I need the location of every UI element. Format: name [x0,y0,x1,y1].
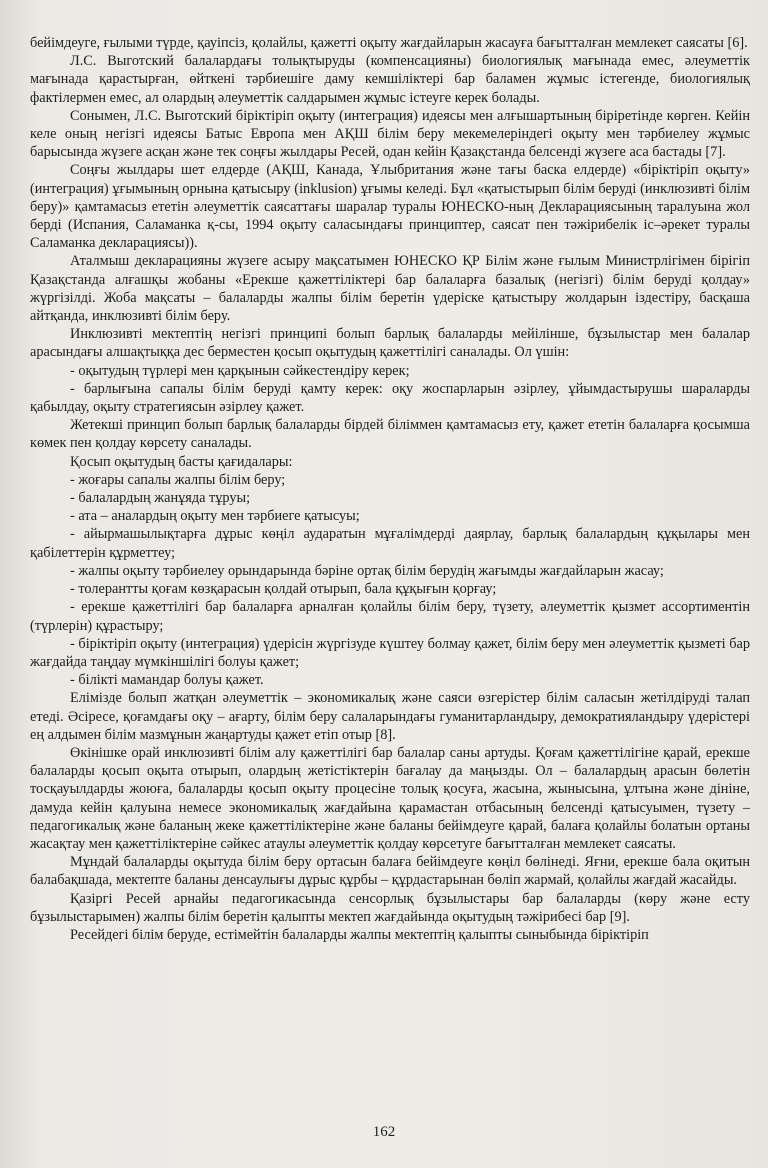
list-heading: Қосып оқытудың басты қағидалары: [70,453,293,470]
list-item: - ата – аналардың оқыту мен тәрбиеге қатысуы; [70,508,360,525]
paragraph: Ресейдегі білім беруде, естімейтін балаларды жалпы мектептің қалыпты сыныбында біріктіріп [70,926,649,943]
paragraph: Мұндай балаларды оқытуда білім беру ортасын балаға бейімдеуге көңіл бөлінеді. Яғни, ерекше бала оқитын балабақшада, мектепте баланы денсаулығы дұрыс құрбы – құрдастарынан бөліп жармай, қолайлы жағдай жасайды. [30,854,750,889]
paragraph: Өкінішке орай инклюзивті білім алу қажеттілігі бар балалар саны артуды. Қоғам қажеттілігіне қарай, ерекше балаларды қосып оқыта отырып, олардың жетістіктерін бағалау да маңызды. Ол – балалардың арасын бөлетін тосқауылдарды жоюға, балаларды қосып оқыту процесіне толық қосуға, жасына, жынысына, ұлтына және дініне, дамуда кейін қалуына немесе экономикалық жағдайына қарамастан отбасының белсенді қатысуымен, түзету – педагогикалық және баланың жеке қажеттіліктеріне және баланы бейімдеуге қарай, балаға қолайлы болатын ортаны жасақтау мен қажеттіліктеріне сәйкес атаулы әлеуметтік қолдау көрсетуге бағытталған мемлекет саясаты. [30,744,750,852]
list-item: - толерантты қоғам көзқарасын қолдай отырып, бала құқығын қорғау; [70,581,497,598]
document-body [30,34,750,944]
paragraph: Л.С. Выготский балалардағы толықтыруды (компенсацияны) биологиялық мағынада емес, әлеуметтік мағынада қарастырған, өйткені тәрбиешіге даму кемшіліктері бар баламен жұмыс істегенде, биологиялық фактілермен емес, ал олардың әлеуметтік салдарымен жұмыс істеуге керек болады. [30,53,750,106]
paragraph: Соңғы жылдары шет елдерде (АҚШ, Канада, Ұлыбритания және тағы баска елдерде) «біріктіріп оқыту» (интеграция) ұғымының орнына қатысыру (inklusion) ұғымы келеді. Бұл «қатыстырып білім беруді (инклюзивті білім беру)» қамтамасыз ететін әлеуметтік саясаттағы шаралар туралы ЮНЕСКО-ның Декларациясының таралуына жол берді (Испания, Саламанка қ-сы, 1994 оқыту саласындағы принциптер, саясат пен тәжірибелік іс–әрекет туралы Саламанка декларациясы)). [30,162,750,252]
list-item: - балалардың жанұяда тұруы; [70,490,251,507]
paragraph: Жетекші принцип болып барлық балаларды бірдей біліммен қамтамасыз ету, қажет ететін балаларға қосымша көмек пен қолдау көрсету саналады. [30,417,750,452]
paragraph: Аталмыш декларацияны жүзеге асыру мақсатымен ЮНЕСКО ҚР Білім және ғылым Министрлігімен бірігіп Қазақстанда алғашқы жобаны «Ерекше қажеттіліктері бар балаларға базалық (негізгі) білім беруді қолдау» жүргізілді. Жоба мақсаты – балаларды жалпы білім беретін үдеріске қатыстыру жолдарын іздестіру, басқаша айтқанда, инклюзивті білім беру. [30,253,750,325]
paragraph: бейімдеуге, ғылыми түрде, қауіпсіз, қолайлы, қажетті оқыту жағдайларын жасауға бағытталған мемлекет саясаты [6]. [30,35,748,51]
list-item: - жоғары сапалы жалпы білім беру; [70,471,286,488]
list-item: - айырмашылықтарға дұрыс көңіл аударатын мұғалімдерді даярлау, барлық балалардың құқылары мен қабілеттерін құрметтеу; [30,526,750,561]
list-item: - білікті мамандар болуы қажет. [70,672,264,689]
list-item: - біріктіріп оқыту (интеграция) үдерісін жүргізуде күштеу болмау қажет, білім беру мен әлеуметтік қызметі бар жағдайда таңдау мүмкіншілігі болуы қажет; [30,635,750,670]
paragraph: Инклюзивті мектептің негізгі принципі болып барлық балаларды мейілінше, бұзылыстар мен балалар арасындағы алшақтыққа дес берместен қосып оқытудың қажеттілігі саналады. Ол үшін: [30,326,750,361]
list-item: - барлығына сапалы білім беруді қамту керек: оқу жоспарларын әзірлеу, ұйымдастырушы шараларды қабылдау, оқыту стратегиясын әзірлеу қажет. [30,380,750,416]
paragraph: Сонымен, Л.С. Выготский біріктіріп оқыту (интеграция) идеясы мен алғышартының біріретінде көрген. Кейін келе оның негізгі идеясы Батыс Европа мен АҚШ білім беру мекемелеріндегі оқыту мен тәрбиелеу жұмыс барысында жүзеге асқан және тек соңғы жылдары Ресей, одан кейін Қазақстанда белсенді жүзеге аса бастады [7]. [30,107,750,161]
list-item: - жалпы оқыту тәрбиелеу орындарында бәріне ортақ білім берудің жағымды жағдайларын жасау; [70,562,664,579]
list-item: - оқытудың түрлері мен қарқынын сәйкестендіру керек; [70,362,410,379]
list-item: - ерекше қажеттілігі бар балаларға арналған қолайлы білім беру, түзету, әлеуметтік қызмет ассортиментін (түрлерін) құрастыру; [30,599,750,634]
paragraph: Елімізде болып жатқан әлеуметтік – экономикалық және саяси өзгерістер білім саласын жетілдіруді талап етеді. Әсіресе, қоғамдағы оқу – ағарту, білім беру салаларындағы гуманитарландыру, демократияландыру үдерістері ең алдымен білім мазмұнын жаңартуды қажет етіп отыр [8]. [30,690,750,743]
page-number: 162 [372,1124,396,1140]
paragraph: Қазіргі Ресей арнайы педагогикасында сенсорлық бұзылыстары бар балаларды (көру және есту бұзылыстарымен) жалпы білім беретін қалыпты мектеп жағдайында оқытудың тәжірибесі бар [9]. [30,890,750,925]
